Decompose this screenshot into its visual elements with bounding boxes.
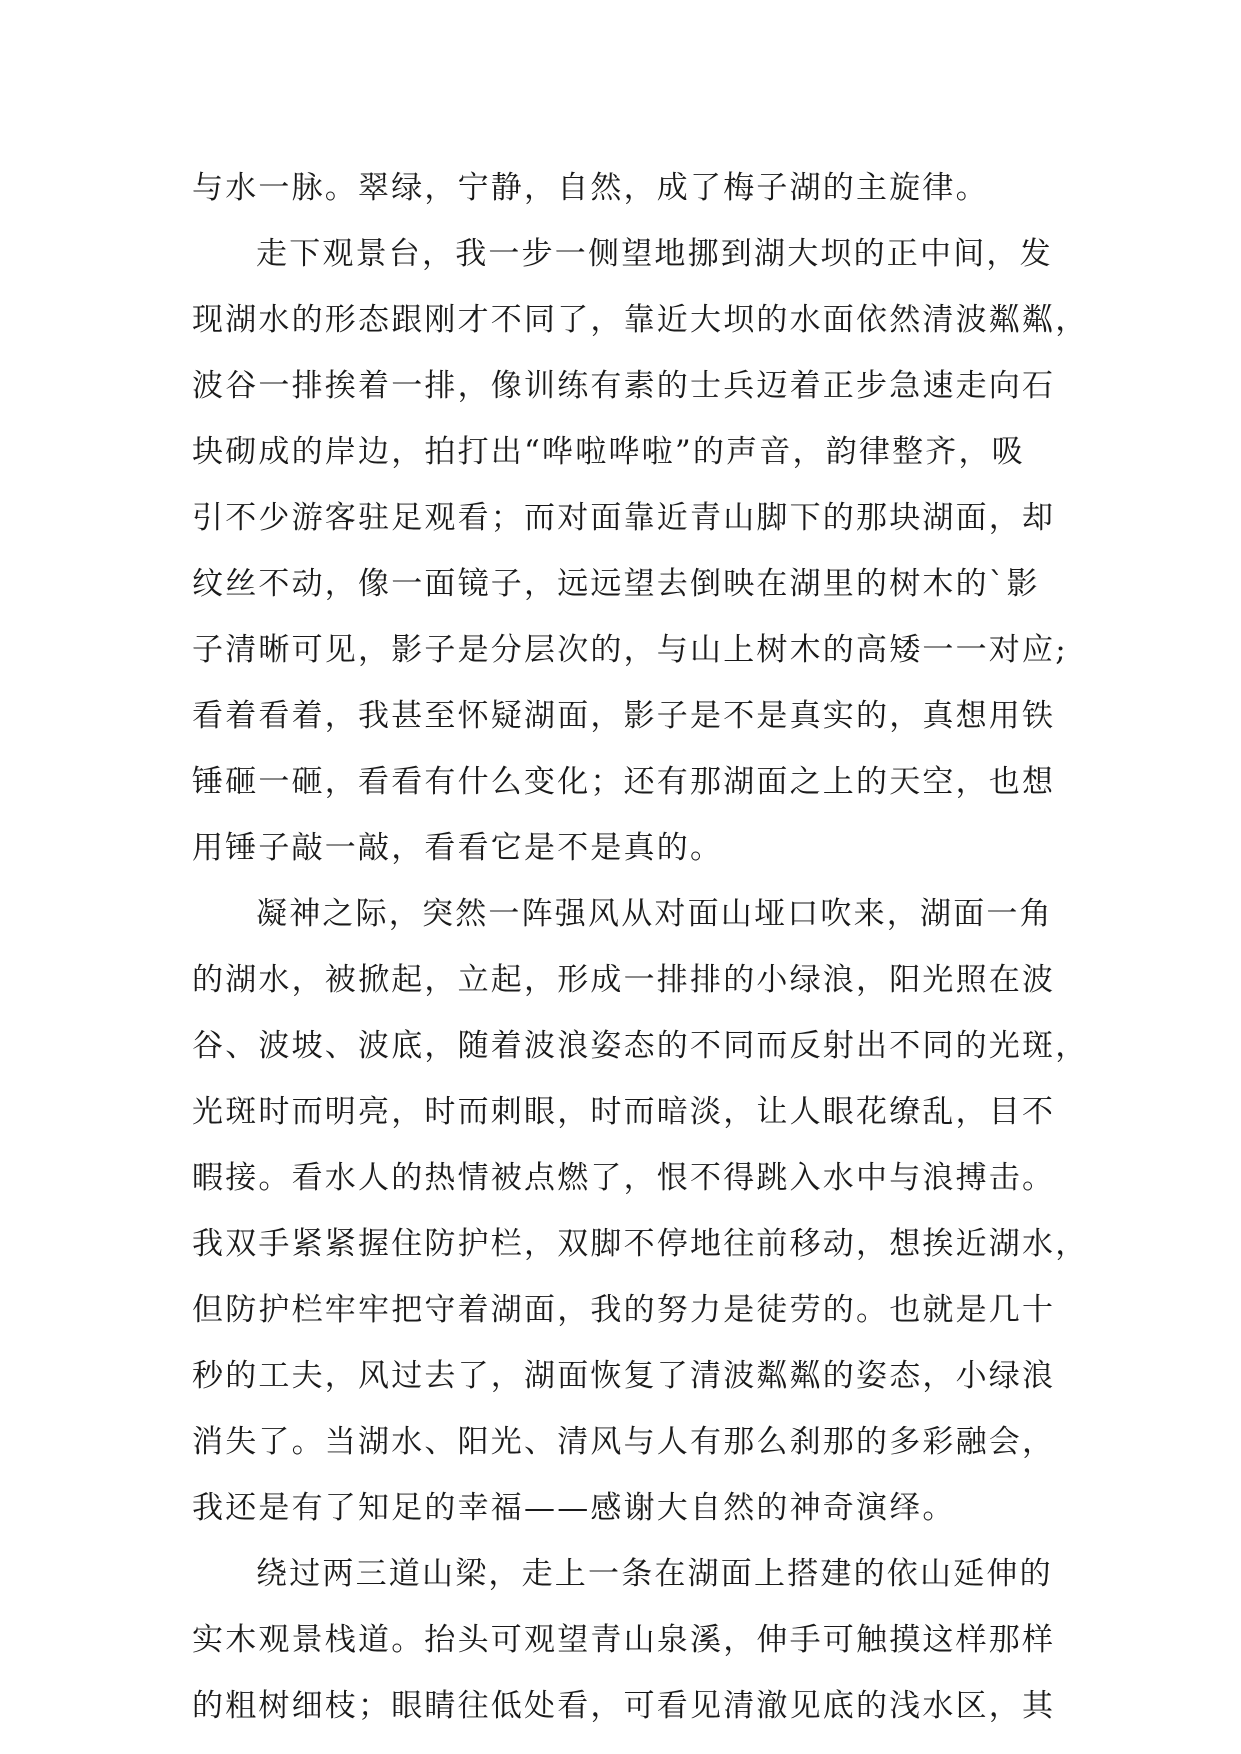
text-line: 但防护栏牢牢把守着湖面，我的努力是徒劳的。也就是几十 xyxy=(192,1292,1056,1328)
text-line: 引不少游客驻足观看；而对面靠近青山脚下的那块湖面，却 xyxy=(192,500,1056,536)
text-line: 我还是有了知足的幸福——感谢大自然的神奇演绎。 xyxy=(192,1490,956,1526)
text-line: 的湖水，被掀起，立起，形成一排排的小绿浪，阳光照在波 xyxy=(192,962,1056,998)
text-line: 与水一脉。翠绿，宁静，自然，成了梅子湖的主旋律。 xyxy=(192,170,989,206)
text-line: 秒的工夫，风过去了，湖面恢复了清波粼粼的姿态，小绿浪 xyxy=(192,1358,1056,1394)
text-line: 实木观景栈道。抬头可观望青山泉溪，伸手可触摸这样那样 xyxy=(192,1622,1056,1658)
text-line: 的粗树细枝；眼睛往低处看，可看见清澈见底的浅水区，其 xyxy=(192,1688,1056,1724)
text-line: 现湖水的形态跟刚才不同了，靠近大坝的水面依然清波粼粼， xyxy=(192,302,1089,338)
text-line: 凝神之际，突然一阵强风从对面山垭口吹来，湖面一角 xyxy=(256,896,1053,932)
text-line: 走下观景台，我一步一侧望地挪到湖大坝的正中间，发 xyxy=(256,236,1053,272)
text-line: 我双手紧紧握住防护栏，双脚不停地往前移动，想挨近湖水， xyxy=(192,1226,1089,1262)
text-line: 暇接。看水人的热情被点燃了，恨不得跳入水中与浪搏击。 xyxy=(192,1160,1056,1196)
text-line: 绕过两三道山梁，走上一条在湖面上搭建的依山延伸的 xyxy=(256,1556,1053,1592)
text-line: 消失了。当湖水、阳光、清风与人有那么刹那的多彩融会， xyxy=(192,1424,1056,1460)
text-line: 波谷一排挨着一排，像训练有素的士兵迈着正步急速走向石 xyxy=(192,368,1056,404)
body-text xyxy=(192,155,1089,1739)
text-line: 看着看着，我甚至怀疑湖面，影子是不是真实的，真想用铁 xyxy=(192,698,1056,734)
text-line: 用锤子敲一敲，看看它是不是真的。 xyxy=(192,830,724,866)
text-line: 锤砸一砸，看看有什么变化；还有那湖面之上的天空，也想 xyxy=(192,764,1056,800)
text-line: 谷、波坡、波底，随着波浪姿态的不同而反射出不同的光斑， xyxy=(192,1028,1089,1064)
text-line: 块砌成的岸边，拍打出“哗啦哗啦”的声音，韵律整齐，吸 xyxy=(192,434,1025,470)
text-line: 光斑时而明亮，时而刺眼，时而暗淡，让人眼花缭乱，目不 xyxy=(192,1094,1056,1130)
text-line: 纹丝不动，像一面镜子，远远望去倒映在湖里的树木的`影 xyxy=(192,566,1040,602)
text-line: 子清晰可见，影子是分层次的，与山上树木的高矮一一对应; xyxy=(192,632,1068,668)
